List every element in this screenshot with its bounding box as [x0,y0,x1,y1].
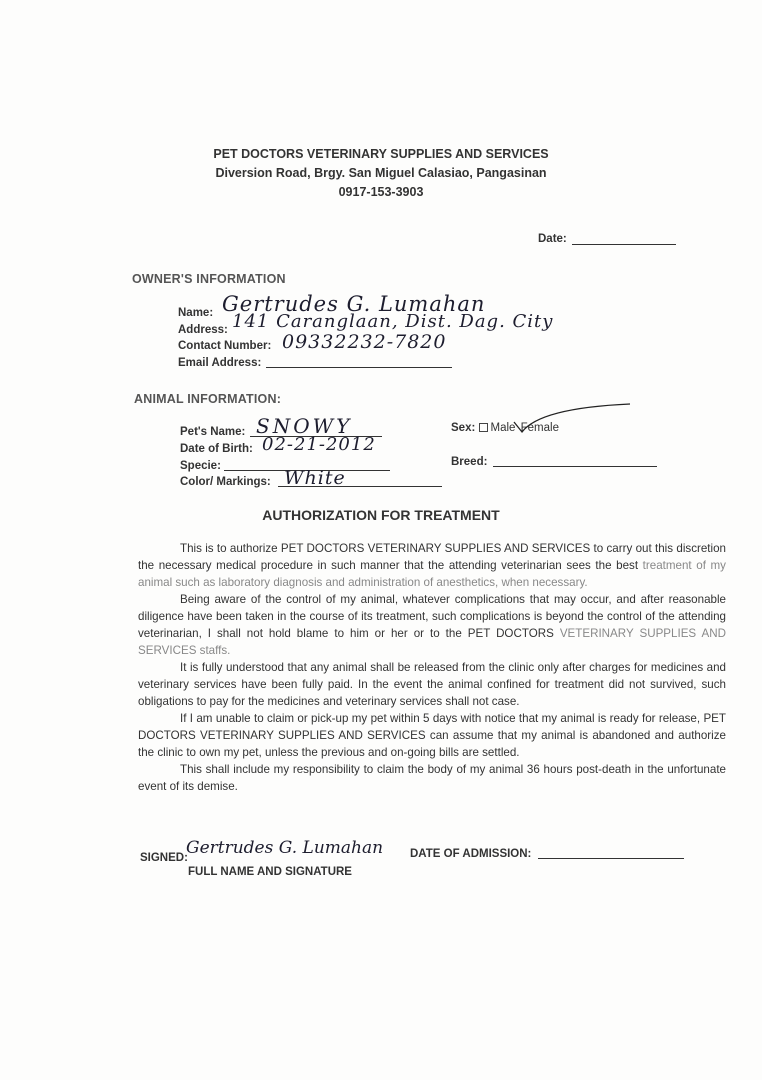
owner-name-label: Name: [178,307,214,319]
signature-value: Gertrudes G. Lumahan [186,838,384,858]
owner-address-label: Address: [178,324,228,336]
owner-section-title: OWNER'S INFORMATION [132,272,286,286]
color-value: White [284,467,346,489]
owner-address-value: 141 Caranglaan, Dist. Dag. City [232,311,554,332]
male-label: Male [490,422,516,434]
paragraph-3-text: It is fully understood that any animal shall be released from the clinic only after charges for medicines and veterinary services have been fully paid. In the event the animal confined for treatment did not survived, such obligations to pay for the medicines and veterinary services shall not case. [138,661,726,708]
dob-label: Date of Birth: [180,443,253,455]
color-underline [278,486,442,487]
owner-email-field[interactable] [266,367,452,368]
color-label: Color/ Markings: [180,476,271,488]
paragraph-3 [138,659,726,710]
breed-field[interactable] [493,466,657,467]
clinic-address: Diversion Road, Brgy. San Miguel Calasiao, Pangasinan [215,166,547,180]
owner-contact-value: 09332232-7820 [282,331,447,353]
dob-value: 02-21-2012 [262,434,376,455]
paragraph-2 [138,591,726,659]
paragraph-4 [138,710,726,761]
female-label: Female [520,422,559,434]
paragraph-1-end: treatment of my animal such as laboratory diagnosis and administration of anesthetics, when necessary. [138,559,726,589]
paragraph-2-main: Being aware of the control of my animal, whatever complications that may occur, and after reasonable diligence have been taken in the course of its treatment, such complications is beyond the control of the attending veterinarian, I shall not hold blame to him or her or to the PET DOCTORS [138,593,726,640]
clinic-name: PET DOCTORS VETERINARY SUPPLIES AND SERVICES [213,147,549,161]
authorization-title: AUTHORIZATION FOR TREATMENT [262,507,500,523]
pet-name-label: Pet's Name: [180,426,246,438]
sex-label: Sex: [451,422,476,434]
full-name-label: FULL NAME AND SIGNATURE [188,866,352,878]
admission-label: DATE OF ADMISSION: [410,848,532,860]
authorization-text [138,540,726,795]
date-label: Date: [538,233,567,245]
breed-label: Breed: [451,456,488,468]
date-field[interactable] [572,244,676,245]
animal-section-title: ANIMAL INFORMATION: [134,392,282,406]
paragraph-5-text: This shall include my responsibility to claim the body of my animal 36 hours post-death in the unfortunate event of its demise. [138,763,726,793]
owner-email-label: Email Address: [178,357,262,369]
paragraph-1 [138,540,726,591]
admission-field[interactable] [538,858,684,859]
specie-label: Specie: [180,460,221,472]
paragraph-2-end: VETERINARY SUPPLIES AND SERVICES staffs. [138,627,726,657]
female-check-mark-icon [510,400,640,436]
paragraph-1-main: This is to authorize PET DOCTORS VETERINARY SUPPLIES AND SERVICES to carry out this discretion the necessary medical procedure in such manner that the attending veterinarian sees the best [138,542,726,572]
paragraph-5 [138,761,726,795]
clinic-phone: 0917-153-3903 [338,185,424,199]
pet-name-value: SNOWY [256,414,353,438]
male-checkbox[interactable] [479,423,488,432]
owner-contact-label: Contact Number: [178,340,272,352]
paragraph-4-text: If I am unable to claim or pick-up my pet within 5 days with notice that my animal is ready for release, PET DOCTORS VETERINARY SUPPLIES AND SERVICES can assume that my animal is abandoned and authorize the clinic to own my pet, unless the previous and on-going bills are settled. [138,712,726,759]
owner-name-value: Gertrudes G. Lumahan [222,292,486,316]
signed-label: SIGNED: [140,852,188,864]
